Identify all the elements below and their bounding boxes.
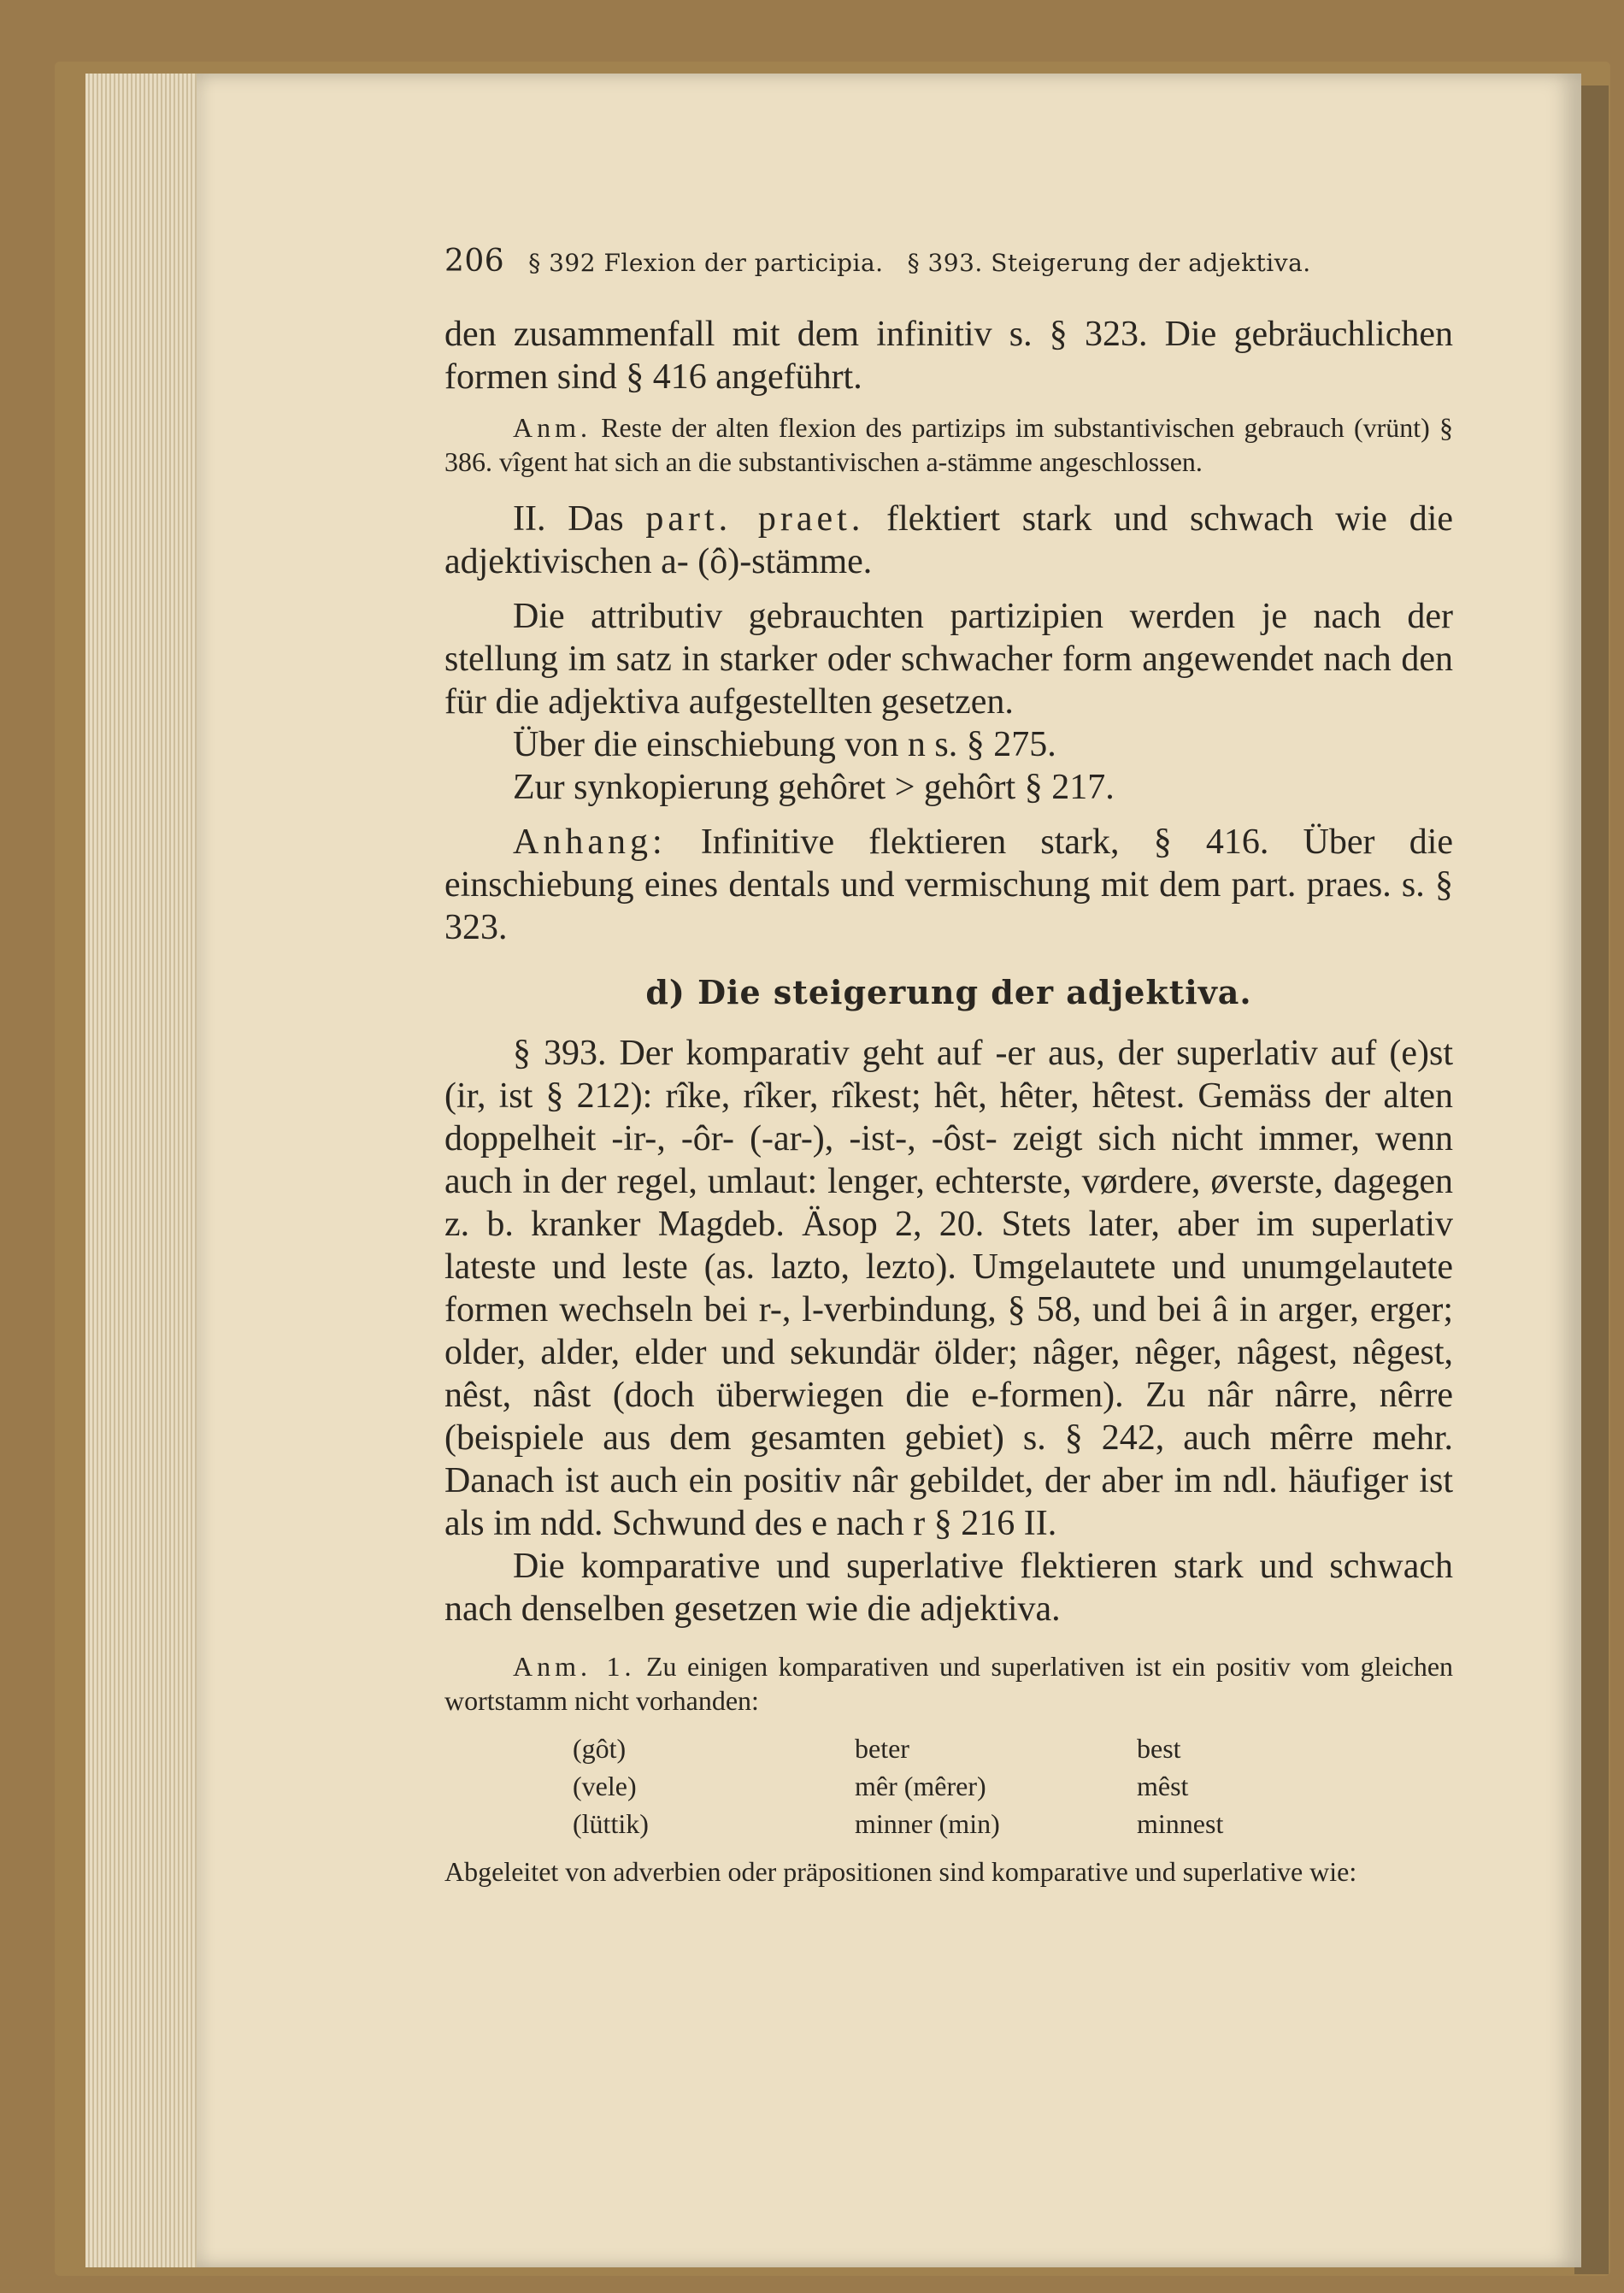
anhang-label: Anhang: — [513, 822, 667, 862]
table-cell: (vele) — [573, 1771, 637, 1801]
note-1-label: Anm. 1. — [513, 1651, 636, 1682]
table-row — [573, 1730, 1419, 1767]
table-cell: best — [1137, 1733, 1181, 1764]
paragraph-5: Zur synkopierung gehôret > gehôrt § 217. — [513, 768, 1115, 807]
note-label: Anm. — [513, 412, 591, 443]
anhang-text: Infinitive flektieren stark, § 416. Über die einschiebung eines dentals und vermischung mit dem part. praes. s. § 323. — [444, 822, 1454, 947]
note-anm-1 — [444, 1649, 1453, 1718]
note-1-text: Zu einigen komparativen und superlativen ist ein positiv vom gleichen wortstamm nicht vorhanden: — [444, 1651, 1454, 1716]
paragraph-1: den zusammenfall mit dem infinitiv s. § 323. Die gebräuchlichen formen sind § 416 angeführt. — [444, 315, 1453, 397]
paragraph-2-start: II. Das — [513, 499, 624, 539]
table-cell: minnest — [1137, 1808, 1224, 1839]
page-number: 206 — [444, 244, 505, 279]
table-cell: (lüttik) — [573, 1808, 649, 1839]
paragraph-3: Die attributiv gebrauchten partizipien werden je nach der stellung im satz in starker oder schwacher form angewendet nach den für die adjektiva aufgestellten gesetzen. — [444, 597, 1453, 722]
paragraph-2-spaced: part. praet. — [645, 499, 865, 539]
note-anm — [444, 410, 1453, 479]
page-text — [444, 244, 1453, 1889]
paragraph-4: Über die einschiebung von n s. § 275. — [513, 725, 1056, 764]
table-cell: mêr (mêrer) — [855, 1771, 986, 1801]
comparison-forms-table — [573, 1730, 1419, 1842]
table-cell: beter — [855, 1733, 909, 1764]
header-section-1: § 392 Flexion der participia. — [528, 249, 884, 277]
table-row — [573, 1805, 1419, 1842]
section-heading: d) Die steigerung der adjektiva. — [645, 973, 1252, 1011]
note-text: Reste der alten flexion des partizips im substantivischen gebrauch (vrünt) § 386. vîgent hat sich an die substantivischen a-stämme angeschlossen. — [444, 412, 1454, 477]
paragraph-2 — [444, 498, 1453, 583]
running-header — [444, 244, 1453, 279]
table-cell: (gôt) — [573, 1733, 627, 1764]
table-cell: mêst — [1137, 1771, 1189, 1801]
section-paragraph-1: § 393. Der komparativ geht auf -er aus, der superlativ auf (e)st (ir, ist § 212): rîke, rîker, rîkest; hêt, hêter, hêtest. Gemäss der alten doppelheit -ir-, -ôr- (-ar-), -ist-, -ôst- zeigt sich nicht immer, wenn auch in der regel, umlaut: lenger, echterste, vørdere, øverste, dagegen z. b. kranker Magdeb. Äsop 2, 20. Stets later, aber im superlativ lateste und leste (as. lazto, lezto). Umgelautete und unumgelautete formen wechseln bei r-, l-verbindung, § 58, und bei â in arger, erger; older, alder, elder und sekundär ölder; nâger, nêger, nâgest, nêgest, nêst, nâst (doch überwiegen die e-formen). Zu nâr nârre, nêrre (beispiele aus dem gesamten gebiet) s. § 242, auch mêrre mehr. Danach ist auch ein positiv nâr gebildet, der aber im ndl. häufiger ist als im ndd. Schwund des e nach r § 216 II. — [444, 1034, 1453, 1543]
header-section-2: § 393. Steigerung der adjektiva. — [907, 249, 1311, 277]
paragraph-anhang — [444, 821, 1453, 949]
table-row — [573, 1767, 1419, 1805]
paragraph-2-end: flektiert stark und schwach wie die adjektivischen a- (ô)-stämme. — [444, 499, 1454, 581]
section-paragraph-2: Die komparative und superlative flektieren stark und schwach nach denselben gesetzen wie die adjektiva. — [444, 1547, 1453, 1629]
table-cell: minner (min) — [855, 1808, 1000, 1839]
final-paragraph: Abgeleitet von adverbien oder präpositionen sind komparative und superlative wie: — [444, 1856, 1357, 1887]
